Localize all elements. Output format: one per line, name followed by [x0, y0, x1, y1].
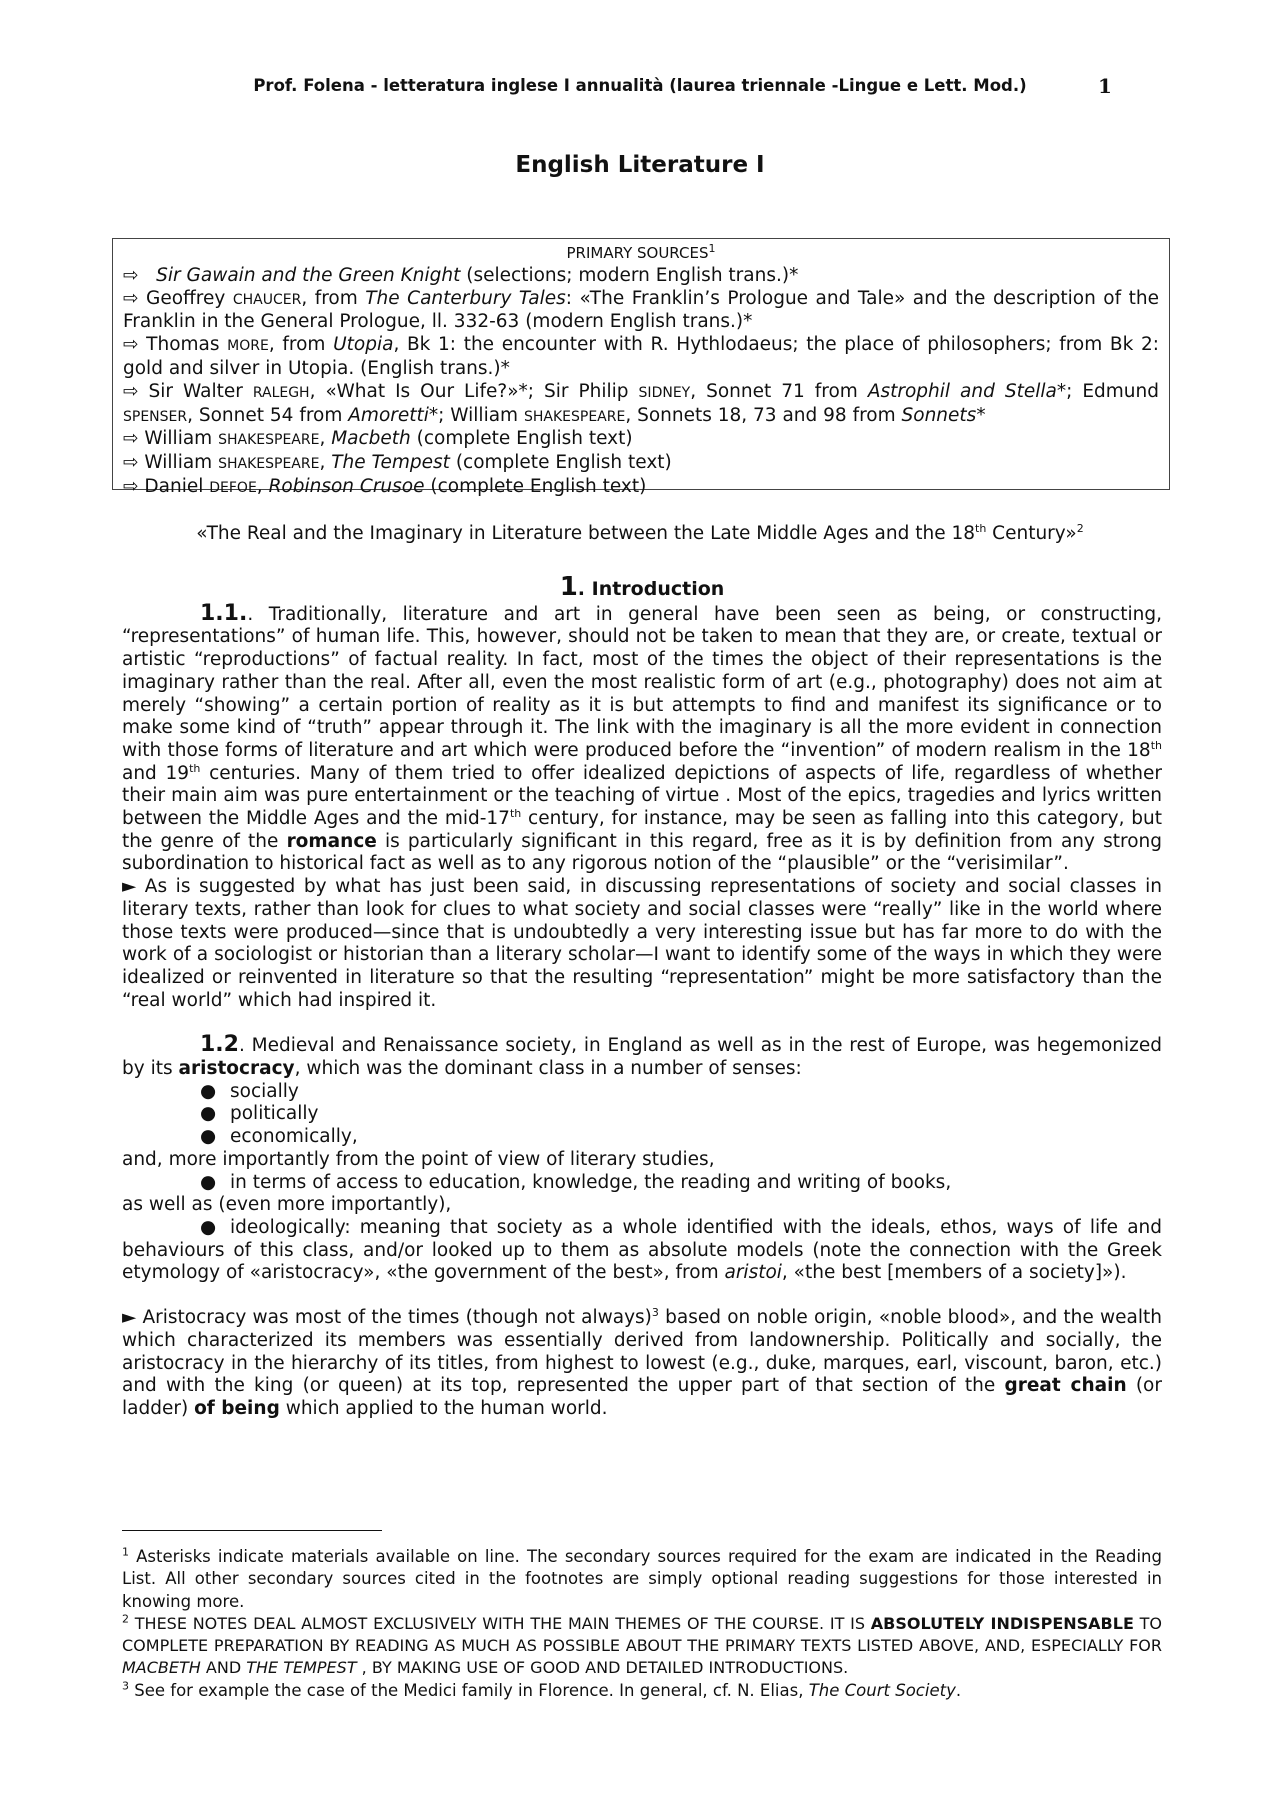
paragraph-1-3: ► Aristocracy was most of the times (though not always)$^3$ based on noble origin, «noble blood», and the wealth which characterized its members was essentially derived from landownership. Politically and socially, the aristocracy in the hierarchy of its titles, from highest to lowest (e.g., duke, marques, earl, viscount, baron, etc.) and with the king (or queen) at its top, represented the upper part of that section of the great chain (or ladder) of being which applied to the human world.	[122, 1305, 1162, 1419]
connecting-text: and, more importantly from the point of view of literary studies,	[122, 1148, 715, 1170]
footnote-separator	[122, 1530, 382, 1531]
bullet-icon: ●	[200, 1103, 217, 1125]
list-item: ● ideologically: meaning that society as a whole identified with the ideals, ethos, ways of life and behaviours of this class, and/or looked up to them as absolute models (note the connection with the Greek etymology of «aristocracy», «the government of the best», from aristoi, «the best [members of a society]»).	[122, 1216, 1162, 1284]
footnote-3: $^3$ See for example the case of the Medici family in Florence. In general, cf. N. Elias, The Court Society.	[122, 1679, 962, 1700]
footnote-1: $^1$ Asterisks indicate materials available on line. The secondary sources required for the exam are indicated in the Reading List. All other secondary sources cited in the footnotes are simply optional reading suggestions for those interested in knowing more.	[122, 1545, 1162, 1611]
arrow-icon: ⇨	[123, 264, 139, 286]
document-title: English Literature I	[515, 152, 765, 178]
triangle-bullet-icon: ►	[122, 1307, 137, 1329]
source-item: ⇨ Daniel DEFOE, Robinson Crusoe (complete English text)	[123, 475, 647, 497]
footnote-2: $^2$ THESE NOTES DEAL ALMOST EXCLUSIVELY WITH THE MAIN THEMES OF THE COURSE. IT IS ABSOLUTELY INDISPENSABLE TO COMPLETE PREPARATION BY READING AS MUCH AS POSSIBLE ABOUT THE PRIMARY TEXTS LISTED ABOVE, AND, ESPECIALLY FOR MACBETH AND THE TEMPEST , BY MAKING USE OF GOOD AND DETAILED INTRODUCTIONS.	[122, 1612, 1163, 1678]
main-body	[122, 572, 1162, 1421]
page-number: 1	[1098, 74, 1112, 98]
running-header: Prof. Folena - letteratura inglese I annualità (laurea triennale -Lingue e Lett. Mod.)	[253, 76, 1027, 95]
list-item: ● in terms of access to education, knowledge, the reading and writing of books,	[200, 1171, 952, 1193]
primary-sources-box	[112, 238, 1170, 497]
source-item: ⇨ Geoffrey CHAUCER, from The Canterbury Tales: «The Franklin’s Prologue and Tale» and the description of the Franklin in the General Prologue, ll. 332-63 (modern English trans.)*	[123, 287, 1159, 333]
course-subtitle: «The Real and the Imaginary in Literature between the Late Middle Ages and the 18th Century»$^2$	[196, 521, 1084, 544]
connecting-text: as well as (even more importantly),	[122, 1194, 452, 1216]
footnotes	[122, 1546, 1162, 1702]
bullet-icon: ●	[200, 1080, 217, 1102]
source-item: ⇨ William SHAKESPEARE, The Tempest (complete English text)	[123, 452, 672, 474]
source-item: ⇨ Sir Gawain and the Green Knight (selections; modern English trans.)*	[123, 264, 799, 286]
triangle-bullet-icon: ►	[122, 876, 137, 898]
arrow-icon: ⇨	[123, 475, 139, 497]
bullet-icon: ●	[200, 1216, 217, 1238]
footnote-ref-2[interactable]: 2	[1076, 521, 1084, 535]
source-item: ⇨ Sir Walter RALEGH, «What Is Our Life?»*; Sir Philip SIDNEY, Sonnet 71 from Astrophil and Stella*; Edmund SPENSER, Sonnet 54 from Amoretti*; William SHAKESPEARE, Sonnets 18, 73 and 98 from Sonnets*	[123, 380, 1159, 426]
bullet-icon: ●	[200, 1126, 217, 1148]
bullet-icon: ●	[200, 1171, 217, 1193]
paragraph-1-2: 1.2. Medieval and Renaissance society, in England as well as in the rest of Europe, was hegemonized by its aristocracy, which was the dominant class in a number of senses:	[122, 1032, 1162, 1080]
list-item: ● politically	[200, 1103, 319, 1125]
arrow-icon: ⇨	[123, 428, 139, 450]
arrow-icon: ⇨	[123, 380, 139, 402]
list-item: ● economically,	[200, 1126, 358, 1148]
footnote-ref-1[interactable]: 1	[708, 242, 716, 255]
arrow-icon: ⇨	[123, 287, 139, 309]
paragraph-1-1: 1.1.. Traditionally, literature and art in general have been seen as being, or constructing, “representations” of human life. This, however, should not be taken to mean that they are, or create, textual or artistic “reproductions” of factual reality. In fact, most of the times the object of their representations is the imaginary rather than the real. After all, even the most realistic form of art (e.g., photography) does not aim at merely “showing” a certain portion of reality as it is but attempts to find and manifest its significance or to make some kind of “truth” appear through it. The link with the imaginary is all the more evident in connection with those forms of literature and art which were produced before the “invention” of modern realism in the 18th and 19th centuries. Many of them tried to offer idealized depictions of aspects of life, regardless of whether their main aim was pure entertainment or the teaching of virtue . Most of the epics, tragedies and lyrics written between the Middle Ages and the mid-17th century, for instance, may be seen as falling into this category, but the genre of the romance is particularly significant in this regard, free as it is by definition from any strong subordination to historical fact as well as to any rigorous notion of the “plausible” or the “verisimilar”.	[122, 600, 1162, 875]
list-item: ● socially	[200, 1080, 299, 1102]
footnote-ref-3[interactable]: 3	[651, 1305, 659, 1319]
paragraph-1-1-continued: ► As is suggested by what has just been said, in discussing representations of society and social classes in literary texts, rather than look for clues to what society and social classes were “really” like in the world where those texts were produced—since that is undoubtedly a very interesting issue but has far more to do with the work of a sociologist or historian than a literary scholar—I want to identify some of the ways in which they were idealized or reinvented in literature so that the resulting “representation” might be more satisfactory than the “real world” which had inspired it.	[122, 876, 1162, 1011]
section-heading: 1. Introduction	[559, 572, 725, 602]
source-item: ⇨ Thomas MORE, from Utopia, Bk 1: the encounter with R. Hythlodaeus; the place of philosophers; from Bk 2: gold and silver in Utopia. (English trans.)*	[123, 334, 1159, 379]
primary-sources-heading: PRIMARY SOURCES$^1$	[566, 242, 716, 262]
arrow-icon: ⇨	[123, 334, 139, 356]
source-item: ⇨ William SHAKESPEARE, Macbeth (complete English text)	[123, 428, 633, 450]
arrow-icon: ⇨	[123, 452, 139, 474]
